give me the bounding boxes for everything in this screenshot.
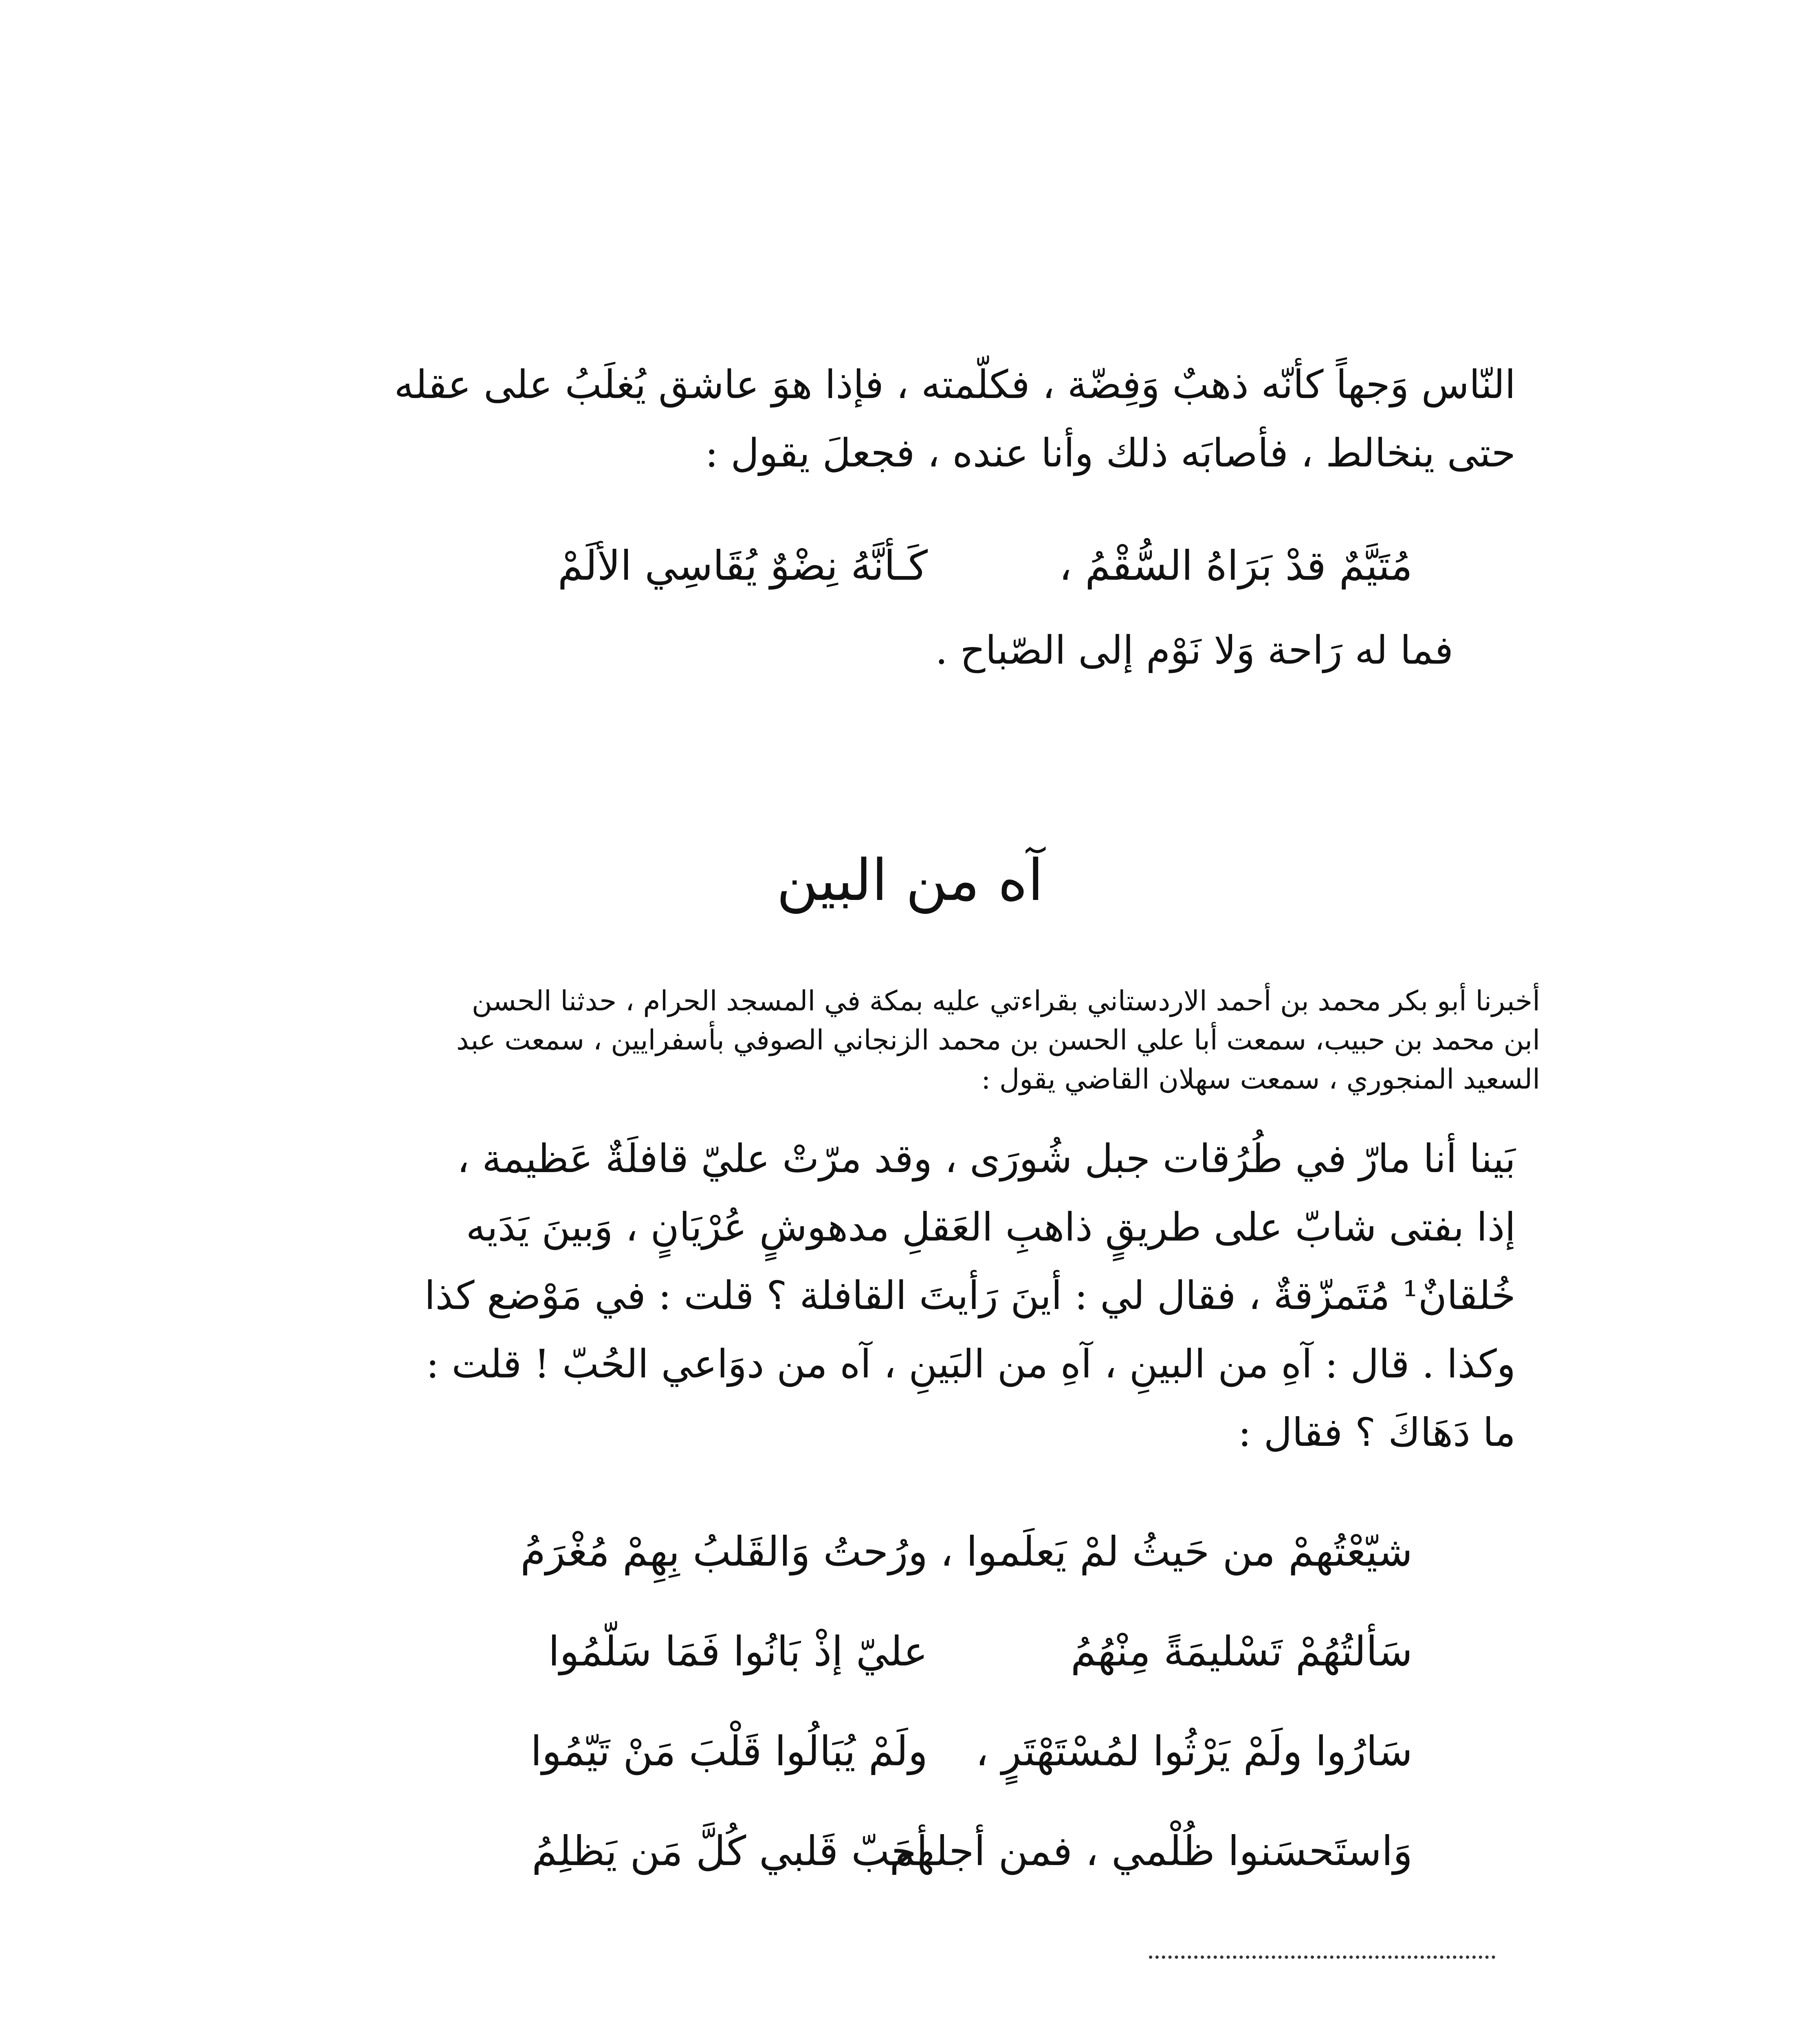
story-line: إذا بفتى شابّ على طريقٍ ذاهبِ العَقلِ مدهوشٍ عُرْيَانٍ ، وَبينَ يَدَيه: [466, 1204, 1516, 1250]
story-text: [310, 1124, 1516, 1467]
poem-hemistich-left: ولَمْ يُبَالُوا قَلْبَ مَنْ تَيّمُوا: [530, 1727, 928, 1775]
poem-hemistich-left: أحَبّ قَلبي كُلَّ مَن يَظلِمُ: [532, 1827, 928, 1875]
top-prose: [310, 350, 1516, 487]
prose-line: النّاس وَجهاً كأنّه ذهبٌ وَفِضّة ، فكلّمته ، فإذا هوَ عاشق يُغلَبُ على عقله: [394, 362, 1516, 407]
isnad-chain: [334, 982, 1540, 1099]
top-verse-hemistich-right: مُتَيَّمٌ قدْ بَرَاهُ السُّقْمُ ،: [1059, 542, 1413, 590]
story-line: ما دَهَاكَ ؟ فقال :: [1238, 1410, 1516, 1455]
isnad-line: ابن محمد بن حبيب، سمعت أبا علي الحسن بن محمد الزنجاني الصوفي بأسفرايين ، سمعت عبد: [456, 1024, 1540, 1056]
story-line: خُلقانٌ¹ مُتَمزّقةٌ ، فقال لي : أينَ رَأيتَ القافلة ؟ قلت : في مَوْضع كذا: [424, 1273, 1516, 1318]
story-line: بَينا أنا مارّ في طُرُقات جبل شُورَى ، وقد مرّتْ عليّ قافلَةٌ عَظيمة ،: [457, 1136, 1516, 1181]
poem-hemistich-right: سَألتُهُمْ تَسْليمَةً مِنْهُمُ: [1070, 1628, 1413, 1675]
top-closing-line: فما له رَاحة وَلا نَوْم إلى الصّباح .: [935, 627, 1453, 673]
isnad-line: أخبرنا أبو بكر محمد بن أحمد الاردستاني بقراءتي عليه بمكة في المسجد الحرام ، حدثنا الحسن: [471, 985, 1540, 1017]
poem-hemistich-left: عليّ إذْ بَانُوا فَمَا سَلّمُوا: [548, 1628, 928, 1675]
poem-hemistich-left: ورُحتُ وَالقَلبُ بِهِمْ مُغْرَمُ: [520, 1528, 928, 1575]
isnad-line: السعيد المنجوري ، سمعت سهلان القاضي يقول :: [981, 1063, 1540, 1095]
section-title: آه من البين: [776, 847, 1044, 914]
top-verse-hemistich-left: كَـأنَّهُ نِضْوٌ يُقَاسِي الألَمْ: [557, 542, 928, 590]
footnote-separator: [1149, 1956, 1495, 1959]
story-line: وكذا . قال : آهِ من البينِ ، آهِ من البَينِ ، آه من دوَاعي الحُبّ ! قلت :: [426, 1341, 1516, 1387]
poem-hemistich-right: سَارُوا ولَمْ يَرْثُوا لمُسْتَهْتَرٍ ،: [975, 1727, 1413, 1775]
poem-hemistich-right: شيّعْتُهمْ من حَيثُ لمْ يَعلَموا ،: [940, 1528, 1413, 1575]
prose-line: حتى ينخالط ، فأصابَه ذلك وأنا عنده ، فجعلَ يقول :: [705, 430, 1516, 476]
poem-hemistich-right: وَاستَحسَنوا ظُلْمي ، فمن أجلهم: [889, 1827, 1413, 1875]
